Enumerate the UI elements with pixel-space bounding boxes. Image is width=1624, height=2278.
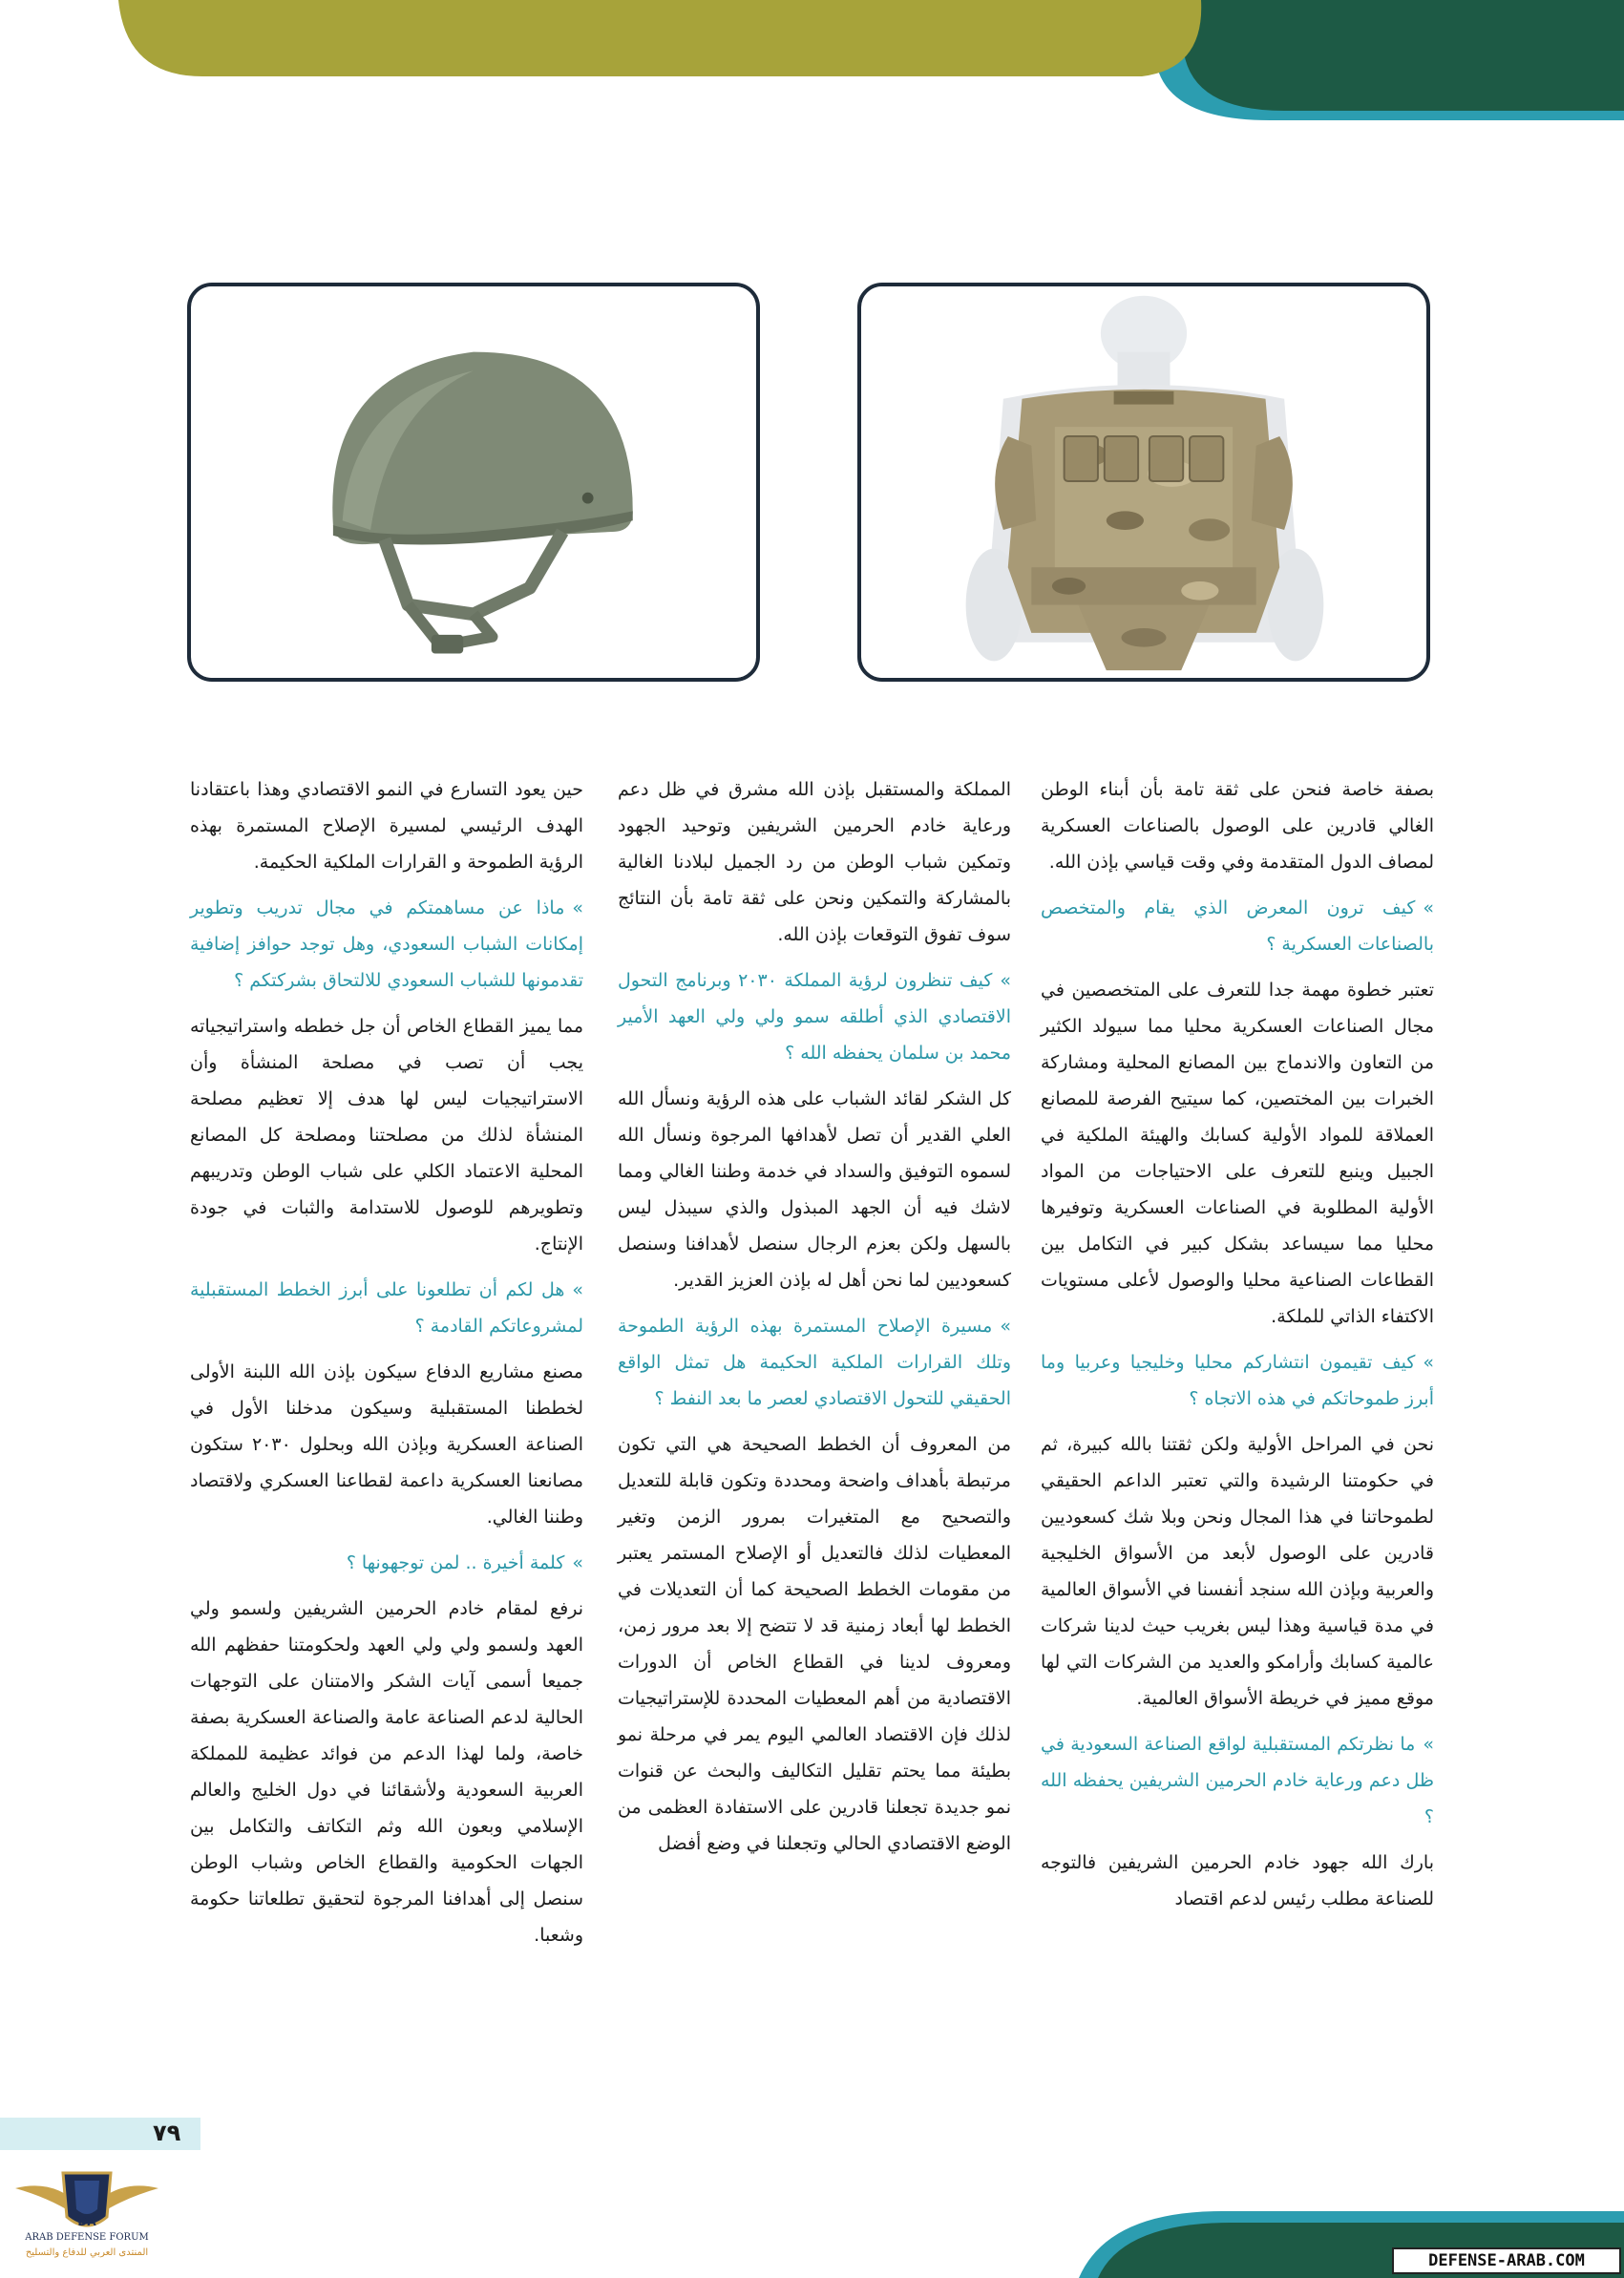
text-column-middle [618, 771, 1011, 1871]
vest-image [861, 286, 1426, 678]
answer-paragraph: كل الشكر لقائد الشباب على هذه الرؤية ونسأل الله العلي القدير أن تصل لأهدافها المرجوة ونسأل الله لسموه التوفيق والسداد في خدمة وطننا الغالي ومما لاشك فيه أن الجهد المبذول والذي سيبذل ليس بالسهل ولكن بعزم الرجال سنصل لأهدافنا وسنصل كسعوديين لما نحن أهل له بإذن العزيز القدير. [618, 1088, 1011, 1291]
answer-paragraph: مصنع مشاريع الدفاع سيكون بإذن الله اللبنة الأولى لخططنا المستقبلية وسيكون مدخلنا الأول في الصناعة العسكرية وبإذن الله وبحلول ٢٠٣٠ ستكون مصانعنا العسكرية داعمة لقطاعنا العسكري ولاقتصاد وطننا الغالي. [190, 1361, 583, 1528]
interview-question [1041, 1344, 1434, 1417]
question-text: كيف ترون المعرض الذي يقام والمتخصص بالصناعات العسكرية ؟ [1041, 897, 1434, 955]
answer-paragraph: بارك الله جهود خادم الحرمين الشريفين فالتوجه للصناعة مطلب رئيس لدعم اقتصاد [1041, 1852, 1434, 1909]
answer-paragraph: نرفع لمقام خادم الحرمين الشريفين ولسمو ولي العهد ولسمو ولي ولي العهد ولحكومتنا حفظهم الله جميعا أسمى آيات الشكر والامتنان على التوجهات الحالية لدعم الصناعة عامة والصناعة العسكرية بصفة خاصة، ولما لهذا الدعم من فوائد عظيمة للمملكة العربية السعودية ولأشقائنا في دول الخليج والعالم الإسلامي وبعون الله وثم التكاتف والتكامل بين الجهات الحكومية والقطاع الخاص وشباب الوطن سنصل إلى أهدافنا المرجوة لتحقيق تطلعاتنا حكومة وشعبا. [190, 1598, 583, 1946]
vest-photo-frame [857, 283, 1430, 682]
logo-abbr: DA [77, 2215, 96, 2228]
question-text: مسيرة الإصلاح المستمرة بهذه الرؤية الطموحة وتلك القرارات الملكية الحكيمة هل تمثل الواقع الحقيقي للتحول الاقتصادي لعصر ما بعد النفط ؟ [618, 1316, 1011, 1409]
forum-logo [6, 2160, 168, 2274]
question-marker-icon: » [1423, 1352, 1434, 1373]
question-text: كيف تنظرون لرؤية المملكة ٢٠٣٠ وبرنامج التحول الاقتصادي الذي أطلقه سمو ولي ولي العهد الأمير محمد بن سلمان يحفظه الله ؟ [618, 970, 1011, 1064]
question-text: ما نظرتكم المستقبلية لواقع الصناعة السعودية في ظل دعم ورعاية خادم الحرمين الشريفين يحفظه الله ؟ [1041, 1734, 1434, 1827]
answer-paragraph: بصفة خاصة فنحن على ثقة تامة بأن أبناء الوطن الغالي قادرين على الوصول بالصناعات العسكرية لمصاف الدول المتقدمة وفي وقت قياسي بإذن الله. [1041, 779, 1434, 873]
answer-paragraph: المملكة والمستقبل بإذن الله مشرق في ظل دعم ورعاية خادم الحرمين الشريفين وتوحيد الجهود وتمكين شباب الوطن من رد الجميل لبلادنا الغالية بالمشاركة والتمكين ونحن على ثقة تامة بأن النتائج سوف تفوق التوقعات بإذن الله. [618, 779, 1011, 945]
question-text: كلمة أخيرة .. لمن توجهونها ؟ [346, 1552, 565, 1573]
interview-question [1041, 890, 1434, 962]
text-column-left [190, 771, 583, 1963]
helmet-image [191, 286, 756, 678]
question-marker-icon: » [1000, 970, 1011, 991]
text-column-right [1041, 771, 1434, 1927]
question-text: كيف تقيمون انتشاركم محليا وخليجيا وعربيا وما أبرز طموحاتكم في هذه الاتجاه ؟ [1041, 1352, 1434, 1409]
interview-question [1041, 1726, 1434, 1835]
answer-paragraph: نحن في المراحل الأولية ولكن ثقتنا بالله كبيرة، ثم في حكومتنا الرشيدة والتي تعتبر الداعم الحقيقي لطموحاتنا في هذا المجال ونحن وبلا شك كسعوديين قادرين على الوصول لأبعد من الأسواق الخليجية والعربية وبإذن الله سنجد أنفسنا في الأسواق العالمية في مدة قياسية وهذا ليس بغريب حيث لدينا شركات عالمية كسابك وأرامكو والعديد من الشركات التي لها موقع مميز في خريطة الأسواق العالمية. [1041, 1434, 1434, 1709]
top-banner [0, 0, 1624, 124]
question-marker-icon: » [572, 897, 583, 918]
answer-paragraph: مما يميز القطاع الخاص أن جل خططه واستراتيجياته يجب أن تصب في مصلحة المنشأة وأن الاستراتيجيات ليس لها هدف إلا تعظيم مصلحة المنشأة لذلك من مصلحتنا ومصلحة كل المصانع المحلية الاعتماد الكلي على شباب الوطن وتدريبهم وتطويرهم للوصول للاستدامة والثبات في جودة الإنتاج. [190, 1016, 583, 1255]
banner-olive-band [118, 0, 1201, 76]
question-text: ماذا عن مساهمتكم في مجال تدريب وتطوير إمكانات الشباب السعودي، وهل توجد حوافز إضافية تقدمونها للشباب السعودي للالتحاق بشركتكم ؟ [190, 897, 583, 991]
helmet-photo-frame [187, 283, 760, 682]
question-marker-icon: » [572, 1552, 583, 1573]
interview-question [618, 1308, 1011, 1417]
question-marker-icon: » [1000, 1316, 1011, 1337]
answer-paragraph: حين يعود التسارع في النمو الاقتصادي وهذا باعتقادنا الهدف الرئيسي لمسيرة الإصلاح المستمرة بهذه الرؤية الطموحة و القرارات الملكية الحكيمة. [190, 779, 583, 873]
question-marker-icon: » [1423, 897, 1434, 918]
answer-paragraph: تعتبر خطوة مهمة جدا للتعرف على المتخصصين في مجال الصناعات العسكرية محليا مما سيولد الكثير من التعاون والاندماج بين المصانع المحلية ومشاركة الخبرات بين المختصين، كما سيتيح الفرصة للمصانع العملاقة للمواد الأولية كسابك والهيئة الملكية في الجبيل وينبع للتعرف على الاحتياجات من المواد الأولية المطلوبة في الصناعات العسكرية وتوفيرها محليا مما سيساعد بشكل كبير في التكامل بين القطاعات الصناعية محليا والوصول لأعلى مستويات الاكتفاء الذاتي للملكة. [1041, 980, 1434, 1327]
question-marker-icon: » [572, 1279, 583, 1300]
page-number-strip [0, 2118, 200, 2150]
logo-name-ar: المنتدى العربي للدفاع والتسليح [25, 2247, 149, 2258]
interview-question [190, 890, 583, 999]
answer-paragraph: من المعروف أن الخطط الصحيحة هي التي تكون مرتبطة بأهداف واضحة ومحددة وتكون قابلة للتعديل والتصحيح مع المتغيرات بمرور الزمن وتغير المعطيات لذلك فالتعديل أو الإصلاح المستمر يعتبر من مقومات الخطط الصحيحة كما أن التعديلات في الخطط لها أبعاد زمنية قد لا تتضح إلا بعد مرور زمن، ومعروف لدينا في القطاع الخاص أن الدورات الاقتصادية من أهم المعطيات المحددة للإستراتيجيات لذلك فإن الاقتصاد العالمي اليوم يمر في مرحلة نمو بطيئة مما يحتم تقليل التكاليف والبحث عن قنوات نمو جديدة تجعلنا قادرين على الاستفادة العظمى من الوضع الاقتصادي الحالي وتجعلنا في وضع أفضل [618, 1434, 1011, 1854]
logo-name-en: ARAB DEFENSE FORUM [25, 2232, 149, 2243]
page-number: ٧٩ [153, 2120, 181, 2146]
interview-question [618, 962, 1011, 1071]
interview-question [190, 1272, 583, 1344]
interview-question [190, 1545, 583, 1581]
question-marker-icon: » [1423, 1734, 1434, 1755]
question-text: هل لكم أن تطلعونا على أبرز الخطط المستقبلية لمشروعاتكم القادمة ؟ [190, 1279, 583, 1337]
site-watermark: DEFENSE-ARAB.COM [1392, 2247, 1621, 2274]
banner-green-band [1184, 0, 1624, 111]
